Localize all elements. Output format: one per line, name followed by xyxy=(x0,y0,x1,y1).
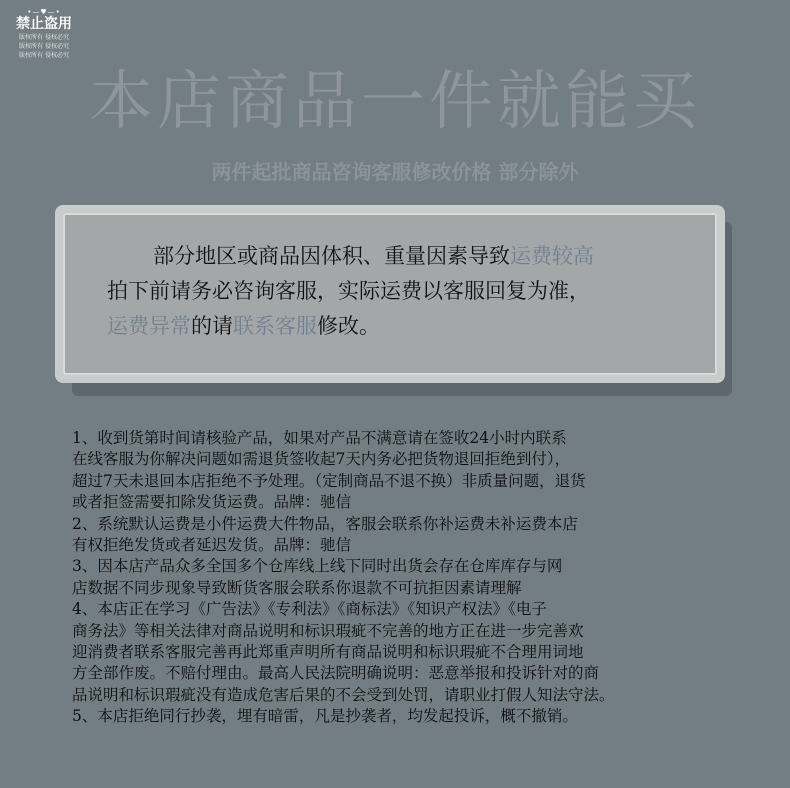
badge-line: 版权所有 侵权必究 xyxy=(19,43,69,50)
terms-line: 在线客服为你解决问题如需退货签收起7天内务必把货物退回拒绝到付）， xyxy=(72,450,571,469)
terms-line: 4、本店正在学习《广告法》《专利法》《商标法》《知识产权法》《电子 xyxy=(72,600,547,619)
page-subline: 两件起批商品咨询客服修改价格 部分除外 xyxy=(211,160,579,184)
terms-line: 5、本店拒绝同行抄袭，埋有暗雷，凡是抄袭者，均发起投诉，概不撤销。 xyxy=(72,707,578,726)
notice-text-segment: 的请 xyxy=(191,314,233,338)
notice-text-segment: 部分地区或商品因体积、重量因素导致 xyxy=(153,244,510,268)
terms-line: 方全部作废。不赔付理由。最高人民法院明确说明：恶意举报和投诉针对的商 xyxy=(72,664,600,683)
terms-line: 迎消费者联系客服完善再此郑重声明所有商品说明和标识瑕疵不合理用词地 xyxy=(72,643,584,662)
store-terms xyxy=(72,428,752,728)
terms-line: 商务法》等相关法律对商品说明和标识瑕疵不完善的地方正在进一步完善欢 xyxy=(72,621,584,640)
notice-highlight: 运费较高 xyxy=(510,244,594,268)
terms-line: 或者拒签需要扣除发货运费。品牌：驰信 xyxy=(72,493,352,512)
notice-text-segment: 修改。 xyxy=(317,314,380,338)
heart-ornament-icon: •—♥—• xyxy=(27,8,61,16)
notice-highlight: 联系客服 xyxy=(233,314,317,338)
terms-line: 1、收到货第时间请核验产品，如果对产品不满意请在签收24小时内联系 xyxy=(72,429,567,447)
badge-line: 版权所有 侵权必究 xyxy=(19,34,69,41)
notice-row xyxy=(55,309,725,344)
badge-title: 禁止盗用 xyxy=(16,16,72,32)
badge-line: 版权所有 侵权必究 xyxy=(19,52,69,59)
notice-row: 拍下前请务必咨询客服，实际运费以客服回复为准， xyxy=(107,279,590,303)
terms-line: 2、系统默认运费是小件运费大件物品，客服会联系你补运费未补运费本店 xyxy=(72,514,578,533)
page-headline: 本店商品一件就能买 xyxy=(89,65,701,139)
notice-highlight: 运费异常 xyxy=(107,314,191,338)
terms-line: 超过7天未退回本店拒绝不予处理。（定制商品不退不换）非质量问题，退货 xyxy=(72,471,586,490)
shipping-notice-box xyxy=(55,205,725,383)
notice-row xyxy=(55,239,725,274)
terms-line: 店数据不同步现象导致断货客服会联系你退款不可抗拒因素请理解 xyxy=(72,578,522,597)
terms-line: 3、因本店产品众多全国多个仓库线上线下同时出货会存在仓库库存与网 xyxy=(72,557,563,576)
terms-line: 品说明和标识瑕疵没有造成危害后果的不会受到处罚，请职业打假人知法守法。 xyxy=(72,685,615,704)
notice-text xyxy=(55,239,725,344)
watermark-badge xyxy=(4,8,84,60)
terms-line: 有权拒绝发货或者延迟发货。品牌：驰信 xyxy=(72,536,352,555)
